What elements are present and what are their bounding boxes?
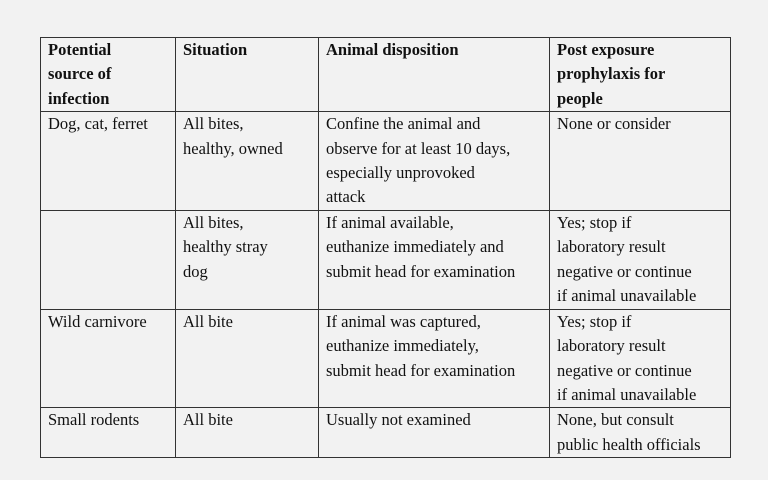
header-situation: Situation	[176, 38, 319, 112]
cell-prophylaxis: Yes; stop if laboratory result negative or continue if animal unavailable	[550, 309, 731, 408]
cell-situation: All bite	[176, 408, 319, 458]
cell-disposition: If animal was captured, euthanize immediately, submit head for examination	[319, 309, 550, 408]
cell-situation: All bite	[176, 309, 319, 408]
rabies-exposure-table	[40, 37, 731, 458]
table-row	[41, 112, 731, 211]
cell-prophylaxis: None or consider	[550, 112, 731, 211]
cell-disposition: If animal available, euthanize immediately and submit head for examination	[319, 210, 550, 309]
header-disposition: Animal disposition	[319, 38, 550, 112]
cell-source: Dog, cat, ferret	[41, 112, 176, 211]
cell-source: Small rodents	[41, 408, 176, 458]
table-header-row	[41, 38, 731, 112]
table-row	[41, 309, 731, 408]
cell-prophylaxis: None, but consult public health officials	[550, 408, 731, 458]
table-row	[41, 408, 731, 458]
header-source: Potential source of infection	[41, 38, 176, 112]
cell-situation: All bites, healthy stray dog	[176, 210, 319, 309]
table-row	[41, 210, 731, 309]
cell-prophylaxis: Yes; stop if laboratory result negative or continue if animal unavailable	[550, 210, 731, 309]
cell-situation: All bites, healthy, owned	[176, 112, 319, 211]
header-prophylaxis: Post exposure prophylaxis for people	[550, 38, 731, 112]
cell-source	[41, 210, 176, 309]
cell-source: Wild carnivore	[41, 309, 176, 408]
cell-disposition: Usually not examined	[319, 408, 550, 458]
cell-disposition: Confine the animal and observe for at least 10 days, especially unprovoked attack	[319, 112, 550, 211]
